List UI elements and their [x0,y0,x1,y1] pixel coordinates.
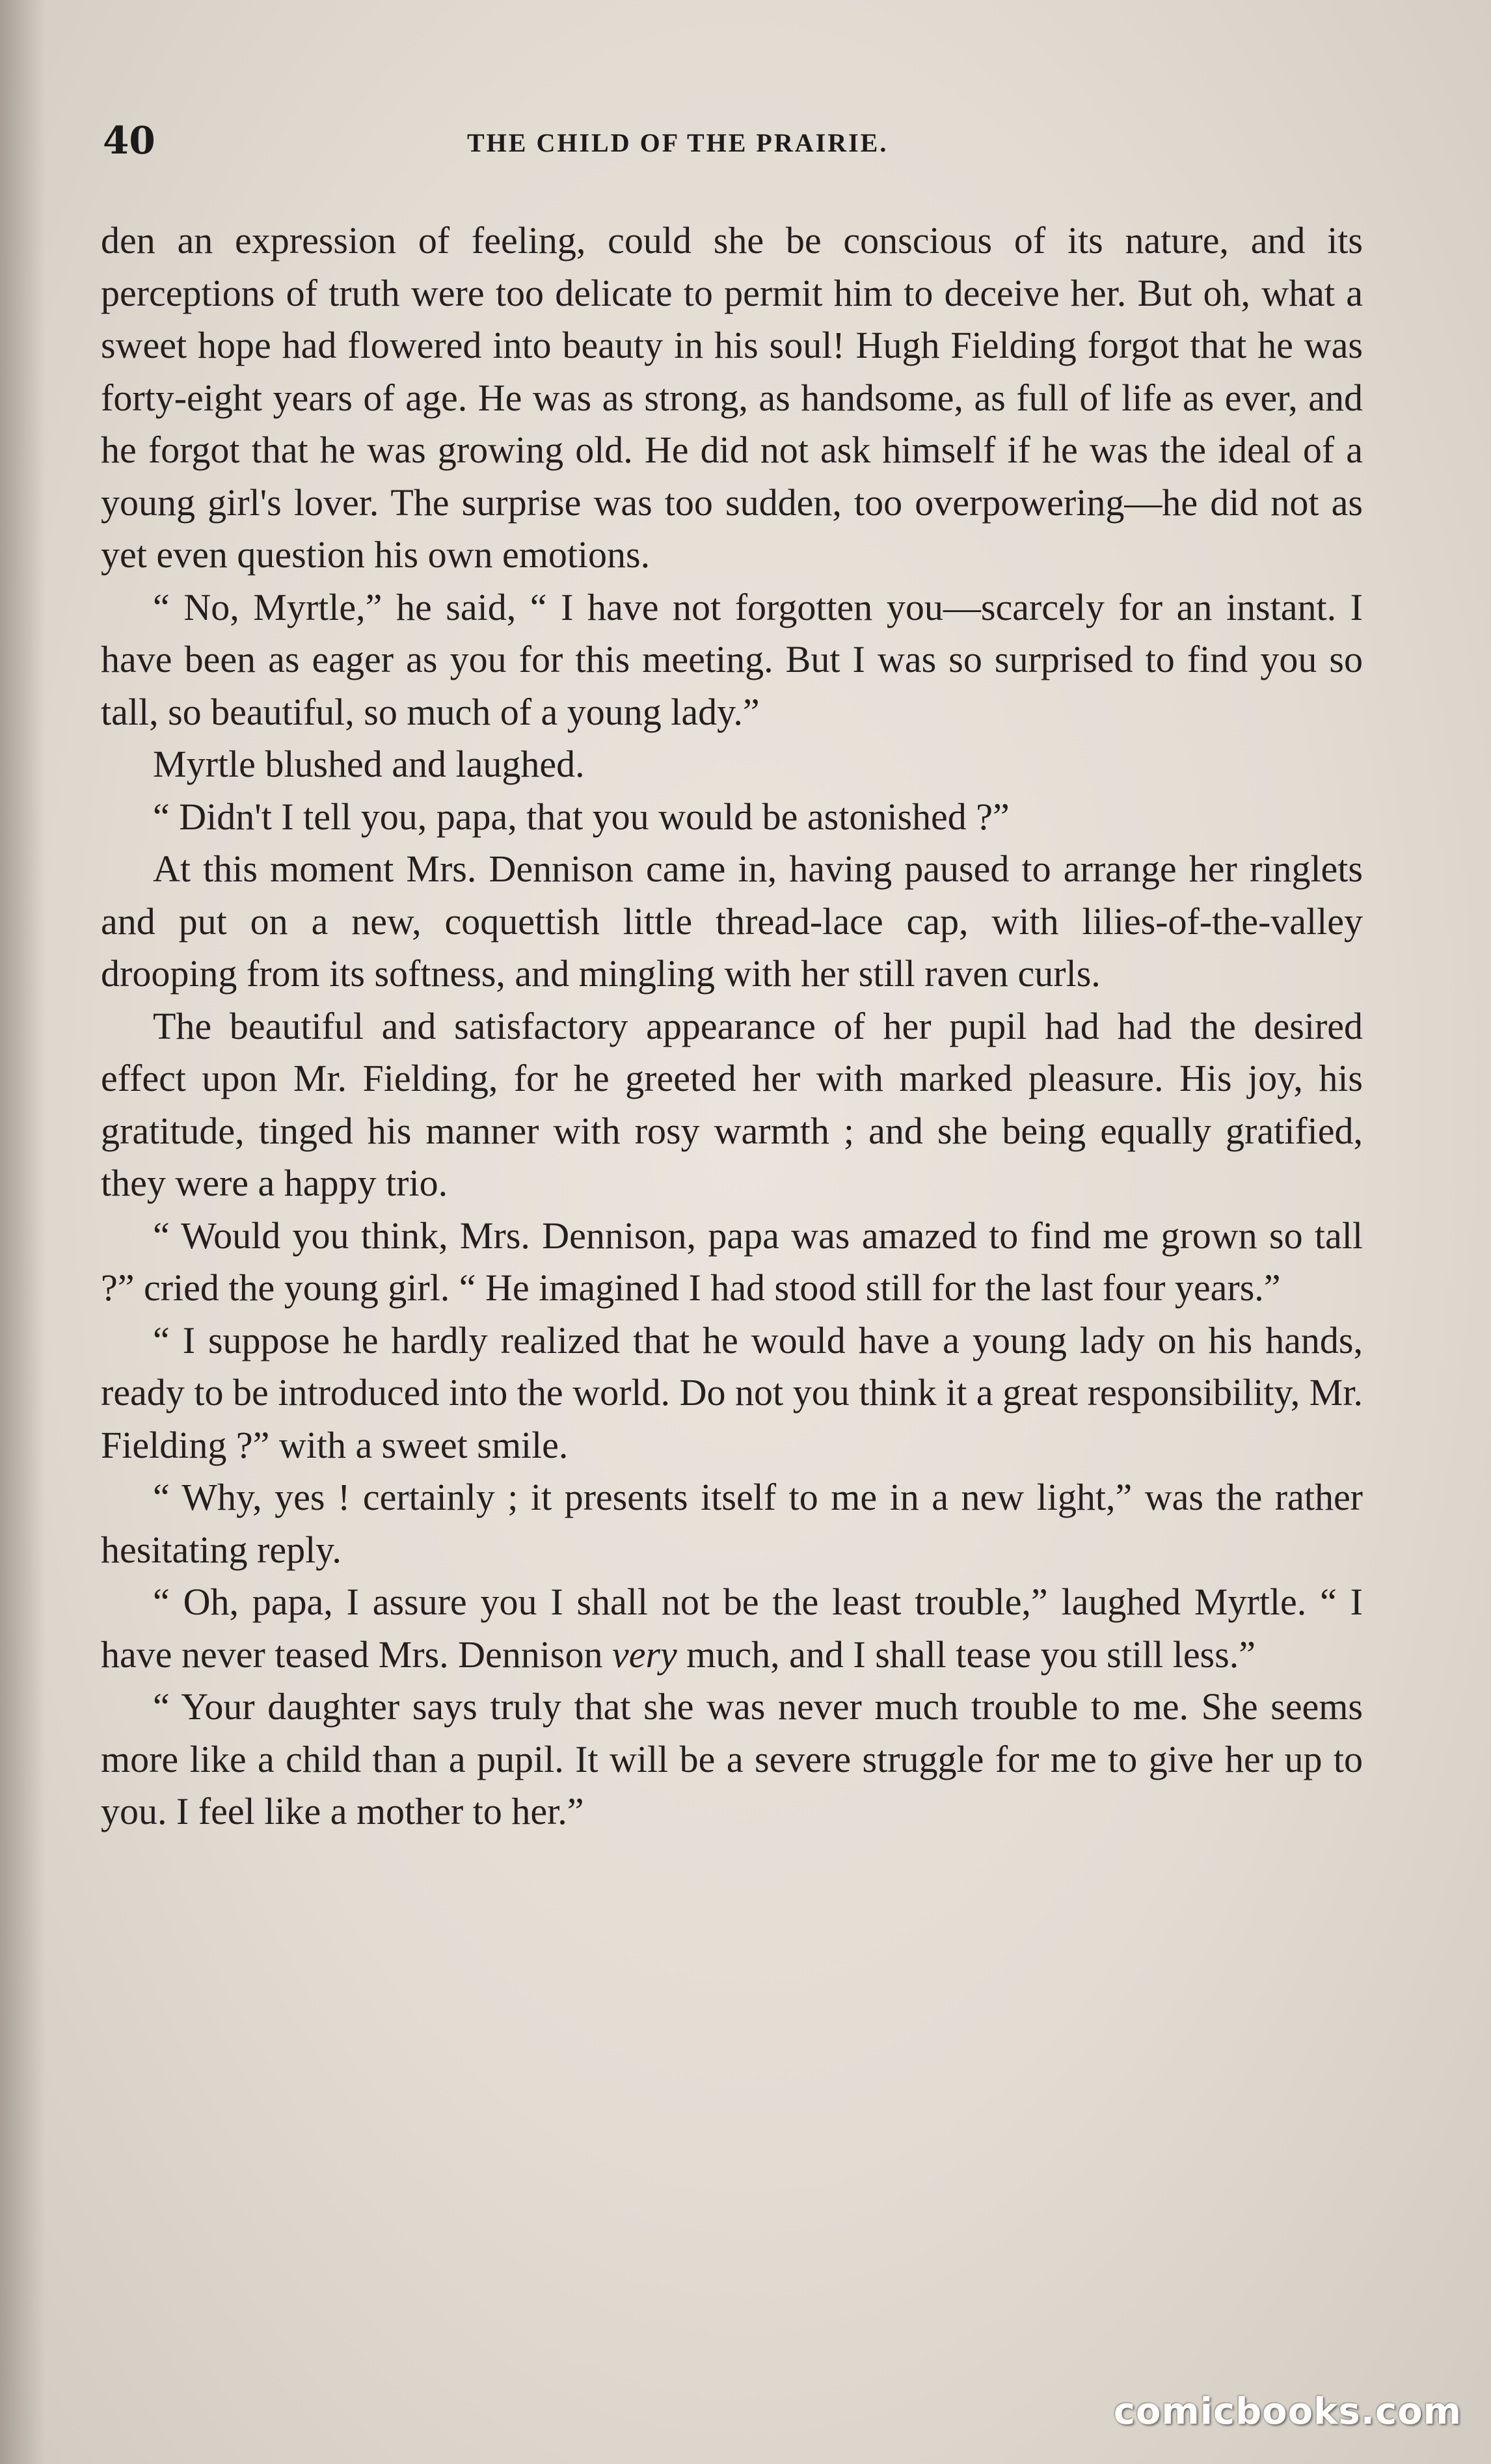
paragraph-4: “ Didn't I tell you, papa, that you would be astonished ?” [153,795,1010,838]
paragraph-8: “ I suppose he hardly realized that he would have a young lady on his hands, ready to be introduced into the world. Do not you think it a great responsibility, Mr. Fielding ?” with a sweet smile. [101,1319,1363,1466]
paragraph-9: “ Why, yes ! certainly ; it presents itself to me in a new light,” was the rather hesitating reply. [101,1476,1363,1571]
page-header [103,118,1365,177]
site-watermark: comicbooks.com [1113,2390,1462,2433]
running-head: THE CHILD OF THE PRAIRIE. [467,128,889,157]
paragraph-1: den an expression of feeling, could she be conscious of its nature, and its perceptions of truth were too delicate to permit him to deceive her. But oh, what a sweet hope had flowered into beauty in his soul! Hugh Fielding forgot that he was forty-eight years of age. He was as strong, as handsome, as full of life as ever, and he forgot that he was growing old. He did not ask himself if he was the ideal of a young girl's lover. The surprise was too sudden, too overpowering—he did not as yet even question his own emotions. [101,219,1363,576]
paragraph-10-start: “ Oh, papa, I assure you I shall not be the least trouble,” laughed Myrtle. “ I have never teased Mrs. Dennison [101,1581,1363,1676]
emphasized-word: very [611,1633,677,1676]
paragraph-10 [101,1576,1363,1681]
paragraph-10-end: much, and I shall tease you still less.” [677,1633,1256,1676]
paragraph-6: The beautiful and satisfactory appearance of her pupil had had the desired effect upon Mr. Fielding, for he greeted her with marked pleasure. His joy, his gratitude, tinged his manner with rosy warmth ; and she being equally gratified, they were a happy trio. [101,1004,1363,1204]
page-gutter-shadow [0,0,46,2464]
paragraph-5: At this moment Mrs. Dennison came in, having paused to arrange her ringlets and put on a new, coquettish little thread-lace cap, with lilies-of-the-valley drooping from its softness, and mingling with her still raven curls. [101,848,1363,995]
paragraph-2: “ No, Myrtle,” he said, “ I have not forgotten you—scarcely for an instant. I have been as eager as you for this meeting. But I was so surprised to find you so tall, so beautiful, so much of a young lady.” [101,585,1363,733]
body-text [101,215,1363,1838]
paragraph-11: “ Your daughter says truly that she was never much trouble to me. She seems more like a child than a pupil. It will be a severe struggle for me to give her up to you. I feel like a mother to her.” [101,1685,1363,1832]
page-number: 40 [103,118,155,163]
paragraph-7: “ Would you think, Mrs. Dennison, papa was amazed to find me grown so tall ?” cried the young girl. “ He imagined I had stood still for the last four years.” [101,1214,1363,1309]
paragraph-3: Myrtle blushed and laughed. [153,743,585,785]
